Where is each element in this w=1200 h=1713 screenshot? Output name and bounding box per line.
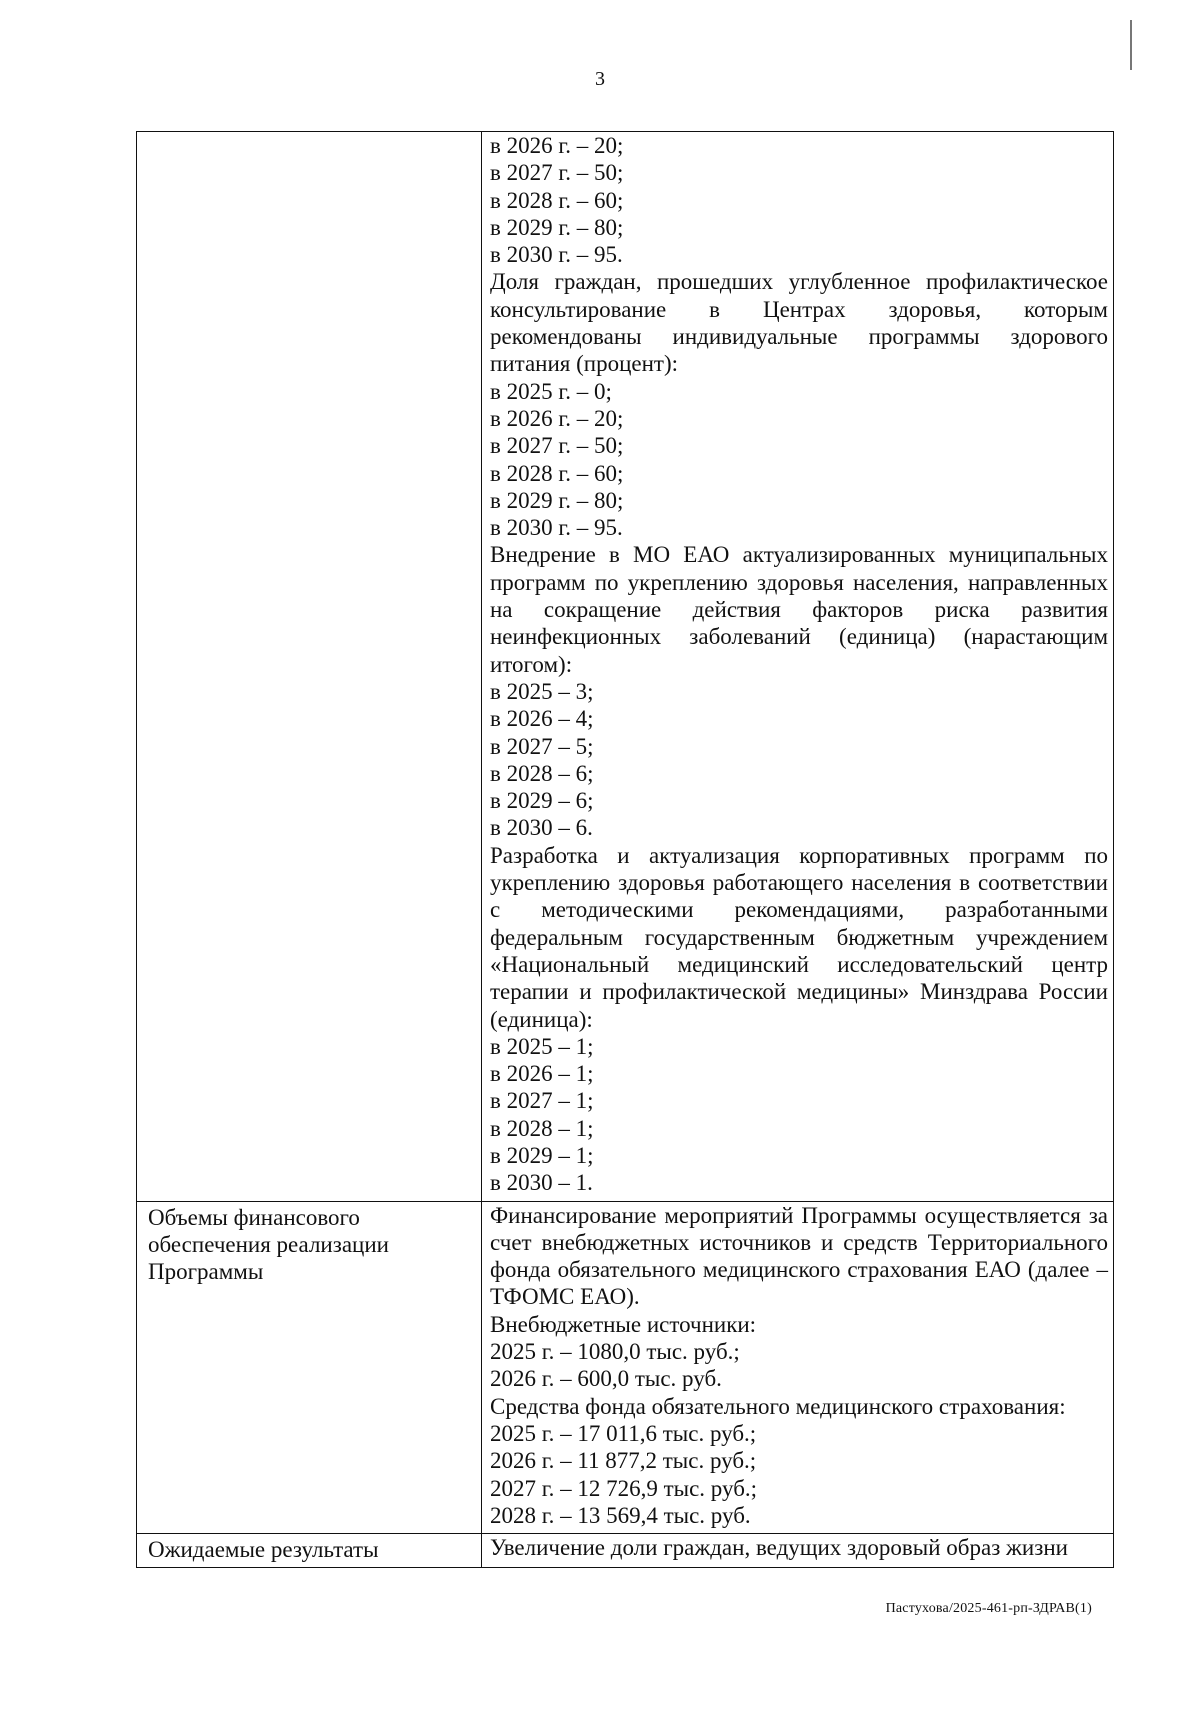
table-body (137, 132, 1114, 1568)
list-item: в 2029 г. – 80; (490, 487, 624, 513)
list-item: в 2027 г. – 50; (490, 160, 624, 186)
list-item: 2026 г. – 11 877,2 тыс. руб.; (490, 1448, 757, 1474)
list-item: в 2025 г. – 0; (490, 378, 612, 404)
row-label-cell (137, 132, 482, 1202)
list-item: Увеличение доли граждан, ведущих здоровый образ жизни (490, 1535, 1068, 1561)
list-item: Средства фонда обязательного медицинского страхования: (490, 1393, 1066, 1419)
list-item: в 2025 – 1; (490, 1033, 594, 1059)
row-label-cell (137, 1534, 482, 1568)
scan-artifact (1130, 20, 1132, 70)
table-row (137, 132, 1114, 1202)
list-item: в 2028 – 6; (490, 760, 594, 786)
paragraph: Разработка и актуализация корпоративных программ по укреплению здоровья работающего населения в соответствии с методическими рекомендациями, разработанными федеральным государственным бюджетным учреждением «Национальный медицинский исследовательский центр терапии и профилактической медицины» Минздрава России (единица): (490, 842, 1108, 1032)
list-item: Внебюджетные источники: (490, 1311, 757, 1337)
paragraph: Финансирование мероприятий Программы осуществляется за счет внебюджетных источников и средств Территориального фонда обязательного медицинского страхования ЕАО (далее – ТФОМС ЕАО). (490, 1202, 1108, 1310)
list-item: в 2027 – 1; (490, 1088, 594, 1114)
list-item: в 2027 г. – 50; (490, 433, 624, 459)
list-item: в 2028 – 1; (490, 1115, 594, 1141)
table-row (137, 1534, 1114, 1568)
list-item: в 2030 – 6. (490, 815, 593, 841)
list-item: 2026 г. – 600,0 тыс. руб. (490, 1366, 722, 1392)
row-content-cell (482, 1534, 1114, 1568)
list-item: в 2025 – 3; (490, 678, 594, 704)
row-content-cell (482, 1201, 1114, 1534)
list-item: в 2026 г. – 20; (490, 405, 624, 431)
list-item: в 2030 г. – 95. (490, 515, 623, 541)
paragraph: Доля граждан, прошедших углубленное профилактическое консультирование в Центрах здоровья, которым рекомендованы индивидуальные программы здорового питания (процент): (490, 269, 1108, 377)
list-item: в 2030 – 1. (490, 1170, 593, 1196)
page-number: 3 (595, 68, 605, 90)
document-code: Пастухова/2025-461-рп-ЗДРАВ(1) (885, 1601, 1092, 1616)
list-item: в 2026 г. – 20; (490, 133, 624, 158)
row-label-cell (137, 1201, 482, 1534)
list-item: в 2028 г. – 60; (490, 460, 624, 486)
passport-table (136, 131, 1114, 1568)
table-row (137, 1201, 1114, 1534)
list-item: в 2029 – 6; (490, 788, 594, 814)
row-label: Ожидаемые результаты (148, 1537, 379, 1563)
list-item: 2025 г. – 1080,0 тыс. руб.; (490, 1339, 740, 1365)
paragraph: Внедрение в МО ЕАО актуализированных муниципальных программ по укреплению здоровья населения, направленных на сокращение действия факторов риска развития неинфекционных заболеваний (единица) (нарастающим итогом): (490, 542, 1108, 677)
list-item: в 2026 – 4; (490, 706, 594, 732)
list-item: 2025 г. – 17 011,6 тыс. руб.; (490, 1420, 757, 1446)
list-item: в 2029 г. – 80; (490, 214, 624, 240)
row-label (137, 132, 481, 138)
list-item: в 2028 г. – 60; (490, 187, 624, 213)
list-item: в 2029 – 1; (490, 1142, 594, 1168)
list-item: в 2026 – 1; (490, 1061, 594, 1087)
row-content-cell (482, 132, 1114, 1202)
row-label: Объемы финансового обеспечения реализации Программы (148, 1204, 389, 1285)
list-item: в 2030 г. – 95. (490, 242, 623, 268)
list-item: 2028 г. – 13 569,4 тыс. руб. (490, 1502, 751, 1528)
list-item: 2027 г. – 12 726,9 тыс. руб.; (490, 1475, 758, 1501)
list-item: в 2027 – 5; (490, 733, 594, 759)
